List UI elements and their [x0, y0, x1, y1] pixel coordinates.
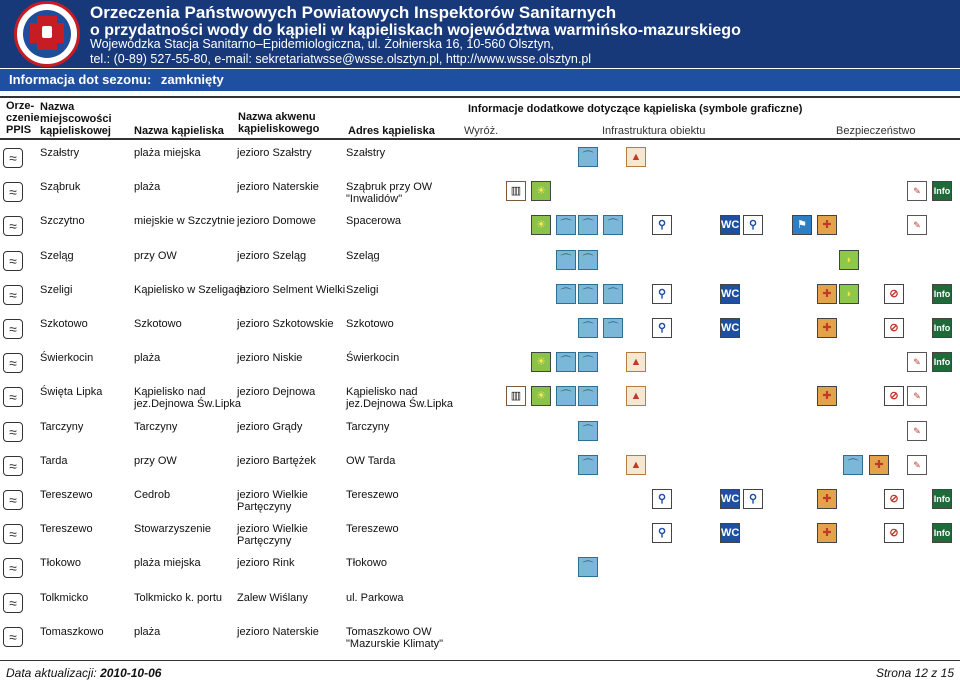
table-row	[0, 211, 960, 245]
cell-adres: Szkotowo	[346, 318, 394, 330]
cell-miejscowosc: Szkotowo	[40, 318, 88, 330]
cell-miejscowosc: Tarczyny	[40, 420, 84, 433]
cell-adres: Szeligi	[346, 283, 379, 296]
duck-icon: ◗	[839, 250, 859, 270]
water-tap-icon: ⚲	[743, 489, 763, 509]
cell-adres: Świerkocin	[346, 352, 400, 365]
footer-label: Data aktualizacji:	[6, 666, 97, 680]
cell-miejscowosc: Szeląg	[40, 249, 74, 262]
table-row	[0, 246, 960, 280]
table-row	[0, 348, 960, 382]
cell-adres: ul. Parkowa	[346, 591, 404, 604]
campfire-icon: ▲	[626, 147, 646, 167]
col-kapielisko: Nazwa kąpieliska	[134, 125, 224, 137]
cell-miejscowosc: Świerkocin	[40, 352, 94, 365]
campfire-icon: ▲	[626, 352, 646, 372]
wave-icon: ≈	[3, 627, 23, 647]
info-icon: Info	[932, 523, 952, 543]
cell-kapielisko: Szkotowo	[134, 318, 182, 330]
campfire-icon: ▲	[626, 386, 646, 406]
cell-adres: Tłokowo	[346, 557, 387, 570]
cell-adres: Sząbruk przy OW "Inwalidów"	[346, 181, 433, 206]
cell-miejscowosc: Szczytno	[40, 215, 85, 228]
wave-icon: ≈	[3, 285, 23, 305]
cell-miejscowosc: Tłokowo	[40, 557, 81, 570]
cell-kapielisko: Tarczyny	[134, 420, 178, 433]
table-row	[0, 382, 960, 416]
campfire-icon: ▲	[626, 455, 646, 475]
cell-kapielisko: plaża miejska	[134, 147, 201, 159]
table-row	[0, 280, 960, 314]
cell-kapielisko: Tolkmicko k. portu	[134, 591, 223, 604]
pier-icon: ⌒	[578, 386, 598, 406]
pier-icon: ⌒	[556, 386, 576, 406]
info-icon: Info	[932, 318, 952, 338]
wave-icon: ≈	[3, 216, 23, 236]
wc-icon: WC	[720, 284, 740, 304]
wave-icon: ≈	[3, 387, 23, 407]
pier-icon: ⌒	[578, 352, 598, 372]
wave-icon: ≈	[3, 524, 23, 544]
address-line2: tel.: (0-89) 527-55-80, e-mail: sekretariatwsse@wsse.olsztyn.pl, http://www.wsse.olsztyn.pl	[90, 52, 592, 66]
sub-wyroz: Wyróż.	[464, 125, 499, 137]
sun-icon: ☀	[531, 181, 551, 201]
cell-miejscowosc: Szałstry	[40, 147, 80, 159]
table-row	[0, 143, 960, 177]
cell-akwen: Zalew Wiślany	[237, 591, 308, 604]
pier-icon: ⌒	[603, 284, 623, 304]
cell-miejscowosc: Sząbruk	[40, 181, 81, 194]
certificate-icon: ✎	[907, 386, 927, 406]
water-tap-icon: ⚲	[652, 318, 672, 338]
lifeguard-icon: ✚	[817, 318, 837, 338]
cell-akwen: jezioro Rink	[237, 557, 295, 570]
wc-icon: WC	[720, 318, 740, 338]
certificate-icon: ✎	[907, 181, 927, 201]
flag-icon: ⚑	[792, 215, 812, 235]
wave-icon: ≈	[3, 353, 23, 373]
sun-icon: ☀	[531, 352, 551, 372]
cell-miejscowosc: Tarda	[40, 454, 68, 467]
lifeguard-icon: ✚	[869, 455, 889, 475]
cell-kapielisko: plaża	[134, 181, 161, 194]
pier-icon: ⌒	[578, 250, 598, 270]
pier-icon: ⌒	[603, 215, 623, 235]
cell-akwen: jezioro Dejnowa	[237, 386, 316, 399]
cell-adres: OW Tarda	[346, 454, 396, 467]
no-dogs-icon: ⊘	[884, 523, 904, 543]
info-icon: Info	[932, 489, 952, 509]
cell-kapielisko: Stowarzyszenie	[134, 523, 212, 536]
pier-icon: ⌒	[843, 455, 863, 475]
cell-kapielisko: Kąpielisko w Szeligach	[134, 283, 246, 296]
page-number: Strona 12 z 15	[875, 666, 954, 680]
pier-icon: ⌒	[578, 421, 598, 441]
col-adres: Adres kąpieliska	[348, 125, 435, 137]
water-tap-icon: ⚲	[652, 489, 672, 509]
water-tap-icon: ⚲	[652, 523, 672, 543]
cell-akwen: jezioro Grądy	[237, 420, 303, 433]
cell-kapielisko: przy OW	[134, 249, 177, 262]
cell-kapielisko: miejskie w Szczytnie	[134, 215, 235, 228]
cell-adres: Tereszewo	[346, 489, 399, 501]
pier-icon: ⌒	[578, 557, 598, 577]
cell-akwen: jezioro Selment Wielki	[237, 283, 346, 296]
footer	[0, 660, 960, 683]
fence-icon: ▥	[506, 181, 526, 201]
cell-akwen: jezioro Szkotowskie	[237, 318, 334, 330]
water-tap-icon: ⚲	[743, 215, 763, 235]
wave-icon: ≈	[3, 490, 23, 510]
water-tap-icon: ⚲	[652, 284, 672, 304]
wave-icon: ≈	[3, 456, 23, 476]
certificate-icon: ✎	[907, 352, 927, 372]
title-line1: Orzeczenia Państwowych Powiatowych Inspektorów Sanitarnych	[90, 3, 617, 22]
cell-akwen: jezioro Wielkie Partęczyny	[237, 489, 308, 513]
pier-icon: ⌒	[578, 147, 598, 167]
cell-miejscowosc: Szeligi	[40, 283, 73, 296]
pier-icon: ⌒	[578, 215, 598, 235]
cell-adres: Szeląg	[346, 249, 380, 262]
wc-icon: WC	[720, 215, 740, 235]
wave-icon: ≈	[3, 251, 23, 271]
lifeguard-icon: ✚	[817, 284, 837, 304]
season-bar	[0, 69, 960, 91]
cell-kapielisko: Kąpielisko nad jez.Dejnowa Św.Lipka	[134, 386, 242, 411]
col-miejscowosc: Nazwa miejscowości kąpieliskowej	[40, 101, 112, 137]
info-icon: Info	[932, 284, 952, 304]
cell-kapielisko: przy OW	[134, 454, 177, 467]
wave-icon: ≈	[3, 148, 23, 168]
season-value: zamknięty	[160, 72, 224, 87]
certificate-icon: ✎	[907, 421, 927, 441]
cell-akwen: jezioro Domowe	[237, 215, 316, 228]
sun-icon: ☀	[531, 386, 551, 406]
no-dogs-icon: ⊘	[884, 386, 904, 406]
cell-adres: Tarczyny	[346, 420, 390, 433]
cell-akwen: jezioro Bartężek	[237, 454, 316, 467]
pier-icon: ⌒	[603, 318, 623, 338]
table-row	[0, 417, 960, 451]
cell-adres: Tereszewo	[346, 523, 399, 536]
title-line2: o przydatności wody do kąpieli w kąpieliskach województwa warmińsko-mazurskiego	[90, 22, 741, 39]
cell-kapielisko: plaża miejska	[134, 557, 201, 570]
cell-kapielisko: plaża	[134, 352, 161, 365]
table-row	[0, 485, 960, 519]
pier-icon: ⌒	[556, 215, 576, 235]
no-dogs-icon: ⊘	[884, 284, 904, 304]
certificate-icon: ✎	[907, 455, 927, 475]
fence-icon: ▥	[506, 386, 526, 406]
lifeguard-icon: ✚	[817, 489, 837, 509]
table-row	[0, 177, 960, 211]
lifeguard-icon: ✚	[817, 215, 837, 235]
lifeguard-icon: ✚	[817, 523, 837, 543]
cell-akwen: jezioro Szeląg	[237, 249, 307, 262]
table-row	[0, 553, 960, 587]
no-dogs-icon: ⊘	[884, 489, 904, 509]
cell-akwen: jezioro Naterskie	[237, 181, 319, 194]
wc-icon: WC	[720, 523, 740, 543]
footer-date: 2010-10-06	[100, 666, 162, 680]
certificate-icon: ✎	[907, 215, 927, 235]
cell-kapielisko: plaża	[134, 625, 161, 638]
wave-icon: ≈	[3, 422, 23, 442]
col-info: Informacje dodatkowe dotyczące kąpieliska (symbole graficzne)	[468, 103, 803, 115]
cell-akwen: jezioro Wielkie Partęczyny	[237, 523, 308, 548]
logo	[14, 1, 80, 67]
col-ppis: Orze- czenie PPIS	[6, 100, 40, 136]
table-row	[0, 314, 960, 348]
sub-bezp: Bezpieczeństwo	[836, 125, 916, 137]
cell-adres: Tomaszkowo OW "Mazurskie Klimaty"	[346, 625, 444, 650]
wave-icon: ≈	[3, 558, 23, 578]
cell-akwen: jezioro Szałstry	[237, 147, 312, 159]
cell-miejscowosc: Tereszewo	[40, 523, 93, 536]
table-row	[0, 451, 960, 485]
sun-icon: ☀	[531, 215, 551, 235]
cell-adres: Kąpielisko nad jez.Dejnowa Św.Lipka	[346, 386, 454, 411]
cell-adres: Szałstry	[346, 147, 386, 159]
no-dogs-icon: ⊘	[884, 318, 904, 338]
table-row	[0, 622, 960, 656]
wave-icon: ≈	[3, 319, 23, 339]
cell-akwen: jezioro Niskie	[237, 352, 303, 365]
cell-akwen: jezioro Naterskie	[237, 625, 319, 638]
sub-infra: Infrastruktura obiektu	[602, 125, 706, 137]
table-row	[0, 519, 960, 553]
pier-icon: ⌒	[578, 284, 598, 304]
cell-adres: Spacerowa	[346, 215, 402, 228]
duck-icon: ◗	[839, 284, 859, 304]
table-row	[0, 588, 960, 622]
info-icon: Info	[932, 352, 952, 372]
pier-icon: ⌒	[578, 455, 598, 475]
wave-icon: ≈	[3, 593, 23, 613]
pier-icon: ⌒	[556, 284, 576, 304]
pier-icon: ⌒	[556, 352, 576, 372]
cell-miejscowosc: Tolkmicko	[40, 591, 89, 604]
wc-icon: WC	[720, 489, 740, 509]
lifeguard-icon: ✚	[817, 386, 837, 406]
cell-miejscowosc: Święta Lipka	[40, 386, 103, 399]
address-line1: Wojewódzka Stacja Sanitarno–Epidemiologiczna, ul. Żołnierska 16, 10-560 Olsztyn,	[90, 37, 554, 51]
cell-miejscowosc: Tomaszkowo	[40, 625, 104, 638]
water-tap-icon: ⚲	[652, 215, 672, 235]
season-label: Informacja dot sezonu:	[9, 72, 152, 87]
header-banner	[0, 0, 960, 68]
pier-icon: ⌒	[556, 250, 576, 270]
info-icon: Info	[932, 181, 952, 201]
col-akwen: Nazwa akwenu kąpieliskowego	[238, 111, 320, 135]
pier-icon: ⌒	[578, 318, 598, 338]
cell-miejscowosc: Tereszewo	[40, 489, 93, 501]
cell-kapielisko: Cedrob	[134, 489, 171, 501]
wave-icon: ≈	[3, 182, 23, 202]
